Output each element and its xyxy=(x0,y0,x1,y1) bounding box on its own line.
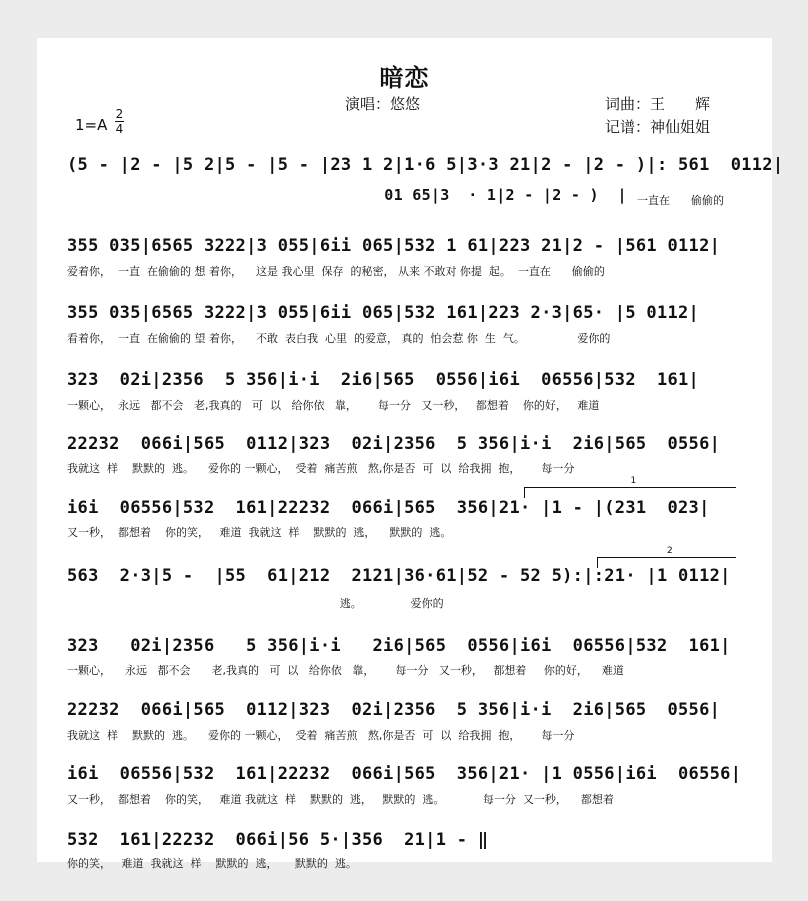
notation-row-1: (5 - |2 - |5 2|5 - |5 - |23 1 2|1·6 5|3·3 21|2 - |2 - )|: 561 0112| xyxy=(67,155,784,175)
lyrics-row-9: 我就这 样 默默的 逃。 爱你的 一颗心， 受着 痛苦煎 熬,你是否 可 以 给我拥 抱， 每一分 xyxy=(67,729,575,742)
lyricist-composer-credit: 词曲：王 辉 xyxy=(605,95,711,113)
lyrics-row-6: 又一秒， 都想着 你的笑， 难道 我就这 样 默默的 逃， 默默的 逃。 xyxy=(67,526,452,539)
volta-number-2: 2 xyxy=(667,546,673,556)
transcriber-credit: 记谱：神仙姐姐 xyxy=(605,118,711,136)
lyrics-row-11: 你的笑， 难道 我就这 样 默默的 逃， 默默的 逃。 xyxy=(67,857,357,870)
notation-row-10: i6i 06556|532 161|22232 066i|565 356|21· |1 0556|i6i 06556| xyxy=(67,764,742,784)
time-signature xyxy=(115,108,124,135)
notation-row-4: 323 02i|2356 5 356|i·i 2i6|565 0556|i6i 06556|532 161| xyxy=(67,370,700,390)
notation-row-11: 532 161|22232 066i|56 5·|356 21|1 - ‖ xyxy=(67,830,489,850)
lyrics-row-1: 一直在 偷偷的 xyxy=(637,194,724,207)
notation-row-9: 22232 066i|565 0112|323 02i|2356 5 356|i·i 2i6|565 0556| xyxy=(67,700,721,720)
music-sheet xyxy=(37,38,784,870)
notation-row-1-lower: 01 65|3 · 1|2 - |2 - ) | xyxy=(67,186,627,204)
singer-credit: 演唱：悠悠 xyxy=(345,95,421,113)
time-signature-top: 2 xyxy=(115,107,124,121)
key-signature: 1=A xyxy=(75,116,108,134)
lyrics-row-7: 逃。 爱你的 xyxy=(67,597,444,610)
lyrics-row-2: 爱着你， 一直 在偷偷的 想 着你， 这是 我心里 保存 的秘密， 从来 不敢对 你提 起。 一直在 偷偷的 xyxy=(67,265,605,278)
song-title: 暗恋 xyxy=(379,64,430,92)
notation-row-5: 22232 066i|565 0112|323 02i|2356 5 356|i·i 2i6|565 0556| xyxy=(67,434,721,454)
time-signature-bottom: 4 xyxy=(115,122,124,136)
notation-row-8: 323 02i|2356 5 356|i·i 2i6|565 0556|i6i 06556|532 161| xyxy=(67,636,731,656)
lyrics-row-10: 又一秒， 都想着 你的笑， 难道 我就这 样 默默的 逃， 默默的 逃。 每一分 又一秒， 都想着 xyxy=(67,793,614,806)
lyrics-row-3: 看着你， 一直 在偷偷的 望 着你， 不敢 表白我 心里 的爱意， 真的 怕会惹 你 生 气。 爱你的 xyxy=(67,332,611,345)
notation-row-2: 355 035|6565 3222|3 055|6ii 065|532 1 61|223 21|2 - |561 0112| xyxy=(67,236,721,256)
notation-row-3: 355 035|6565 3222|3 055|6ii 065|532 161|223 2·3|65· |5 0112| xyxy=(67,303,700,323)
volta-number-1: 1 xyxy=(630,476,637,486)
lyrics-row-8: 一颗心， 永远 都不会 老,我真的 可 以 给你依 靠， 每一分 又一秒， 都想着 你的好， 难道 xyxy=(67,664,624,677)
notation-row-6: i6i 06556|532 161|22232 066i|565 356|21· |1 - |(231 023| xyxy=(67,498,710,518)
notation-row-7: 563 2·3|5 - |55 61|212 2121|36·61|52 - 52 5):|:21· |1 0112| xyxy=(67,566,731,586)
lyrics-row-5: 我就这 样 默默的 逃。 爱你的 一颗心， 受着 痛苦煎 熬,你是否 可 以 给我拥 抱， 每一分 xyxy=(67,462,575,475)
lyrics-row-4: 一颗心， 永远 都不会 老,我真的 可 以 给你依 靠， 每一分 又一秒， 都想着 你的好， 难道 xyxy=(67,399,600,412)
